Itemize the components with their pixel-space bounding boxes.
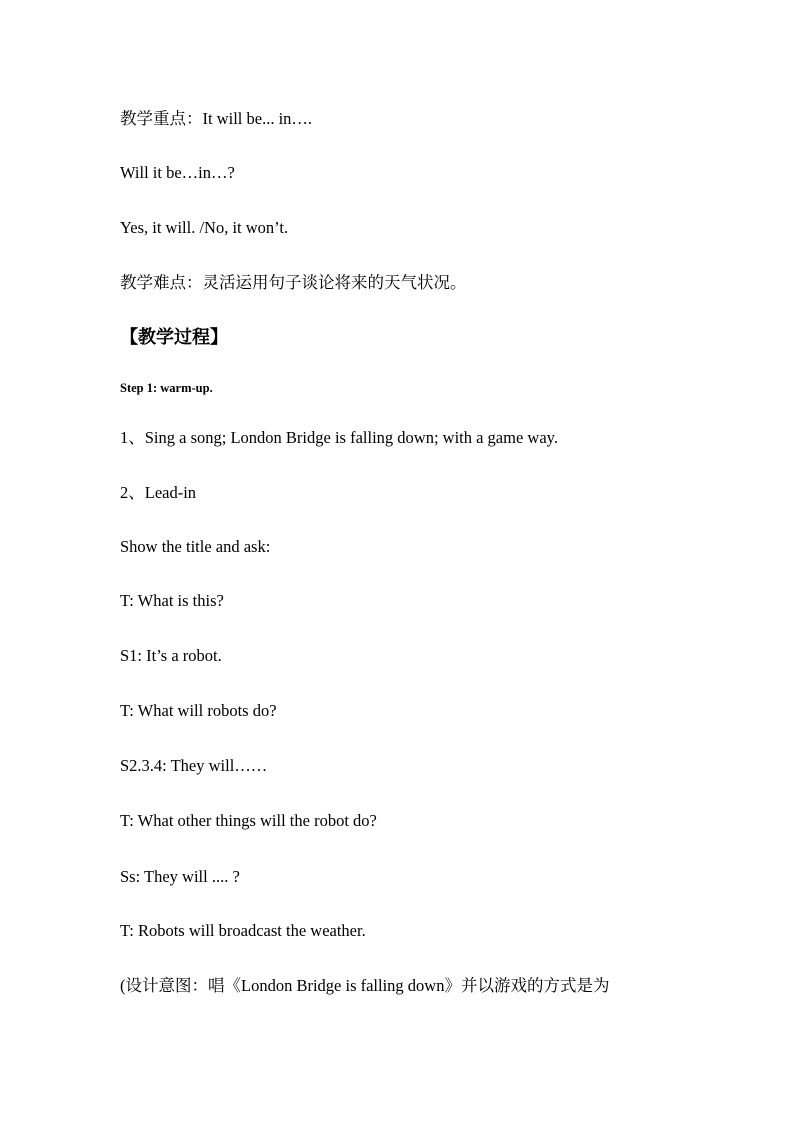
step-1-heading: Step 1: warm-up.	[120, 381, 213, 395]
activity-sing-song: 1、Sing a song; London Bridge is falling down; with a game way.	[120, 428, 558, 447]
design-intent-line: (设计意图：唱《London Bridge is falling down》并以游戏的方式是为	[120, 976, 610, 995]
instruction-show-title: Show the title and ask:	[120, 537, 271, 556]
dialogue-line: T: Robots will broadcast the weather.	[120, 921, 366, 940]
sentence-pattern-answer: Yes, it will. /No, it won’t.	[120, 218, 289, 237]
teaching-focus-line: 教学重点：It will be... in….	[120, 109, 313, 128]
dialogue-line: S2.3.4: They will……	[120, 756, 268, 775]
teaching-difficulty-line: 教学难点：灵活运用句子谈论将来的天气状况。	[120, 273, 467, 292]
activity-lead-in: 2、Lead-in	[120, 483, 197, 502]
teaching-process-heading: 【教学过程】	[120, 327, 228, 348]
dialogue-line: T: What other things will the robot do?	[120, 811, 377, 830]
dialogue-line: Ss: They will .... ?	[120, 867, 240, 886]
dialogue-line: T: What will robots do?	[120, 701, 277, 720]
sentence-pattern-question: Will it be…in…?	[120, 163, 235, 182]
dialogue-line: T: What is this?	[120, 591, 224, 610]
dialogue-line: S1: It’s a robot.	[120, 646, 222, 665]
